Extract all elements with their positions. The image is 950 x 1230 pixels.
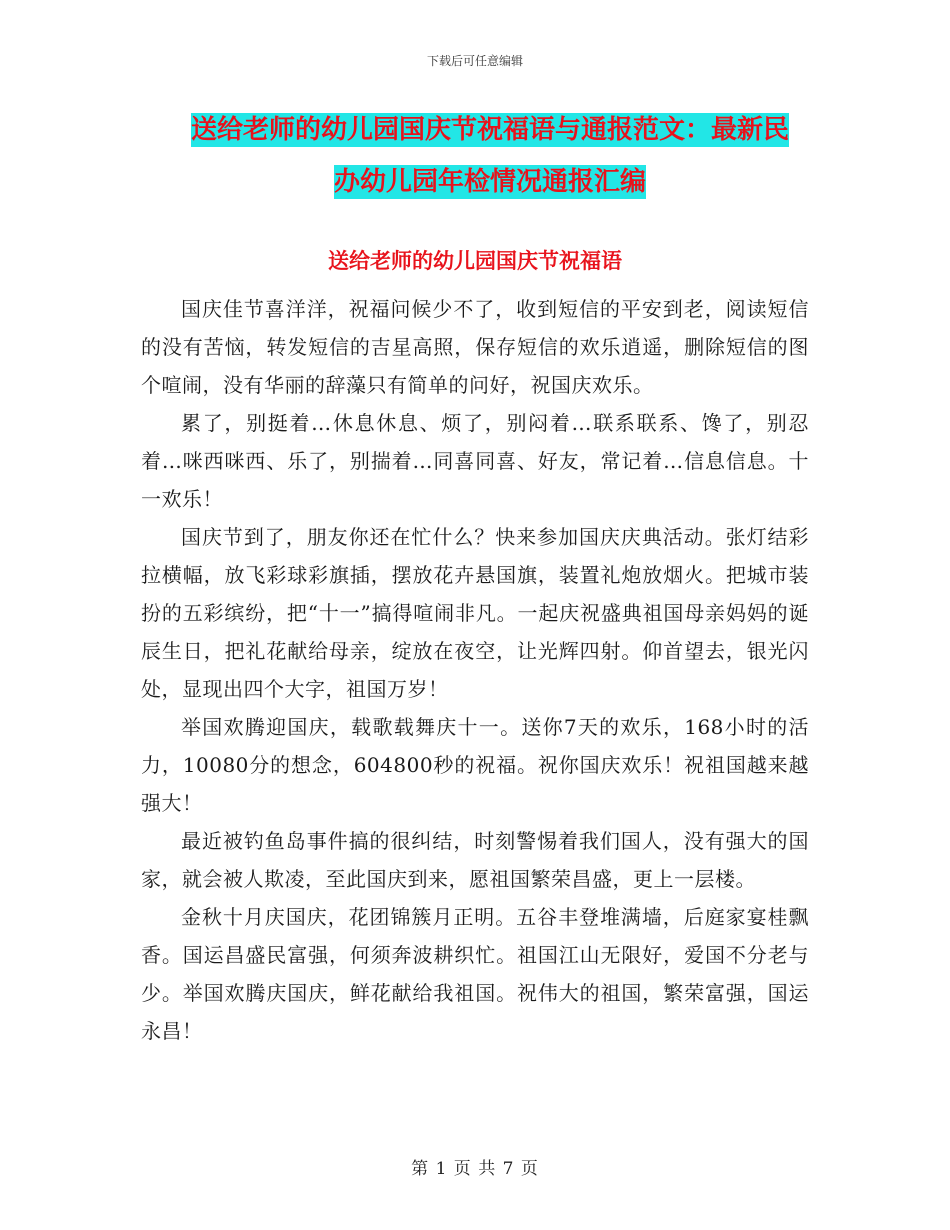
paragraph: 最近被钓鱼岛事件搞的很纠结，时刻警惕着我们国人，没有强大的国家，就会被人欺凌，至此国庆到来，愿祖国繁荣昌盛，更上一层楼。 [141,829,809,891]
paragraph: 累了，别挺着…休息休息、烦了，别闷着…联系联系、馋了，别忍着…咪西咪西、乐了，别揣着…同喜同喜、好友，常记着…信息信息。十一欢乐！ [141,411,809,511]
paragraph: 国庆节到了，朋友你还在忙什么？快来参加国庆庆典活动。张灯结彩拉横幅，放飞彩球彩旗插，摆放花卉悬国旗，装置礼炮放烟火。把城市装扮的五彩缤纷，把“十一”搞得喧闹非凡。一起庆祝盛典祖国母亲妈妈的诞辰生日，把礼花献给母亲，绽放在夜空，让光辉四射。仰首望去，银光闪处，显现出四个大字，祖国万岁！ [141,525,809,701]
document-title [150,104,830,208]
page-header: 下载后可任意编辑 [426,54,523,68]
paragraph: 举国欢腾迎国庆，载歌载舞庆十一。送你7天的欢乐，168小时的活力，10080分的想念，604800秒的祝福。祝你国庆欢乐！祝祖国越来越强大！ [141,715,809,815]
page-number: 第 1 页 共 7 页 [411,1159,539,1179]
section-title: 送给老师的幼儿园国庆节祝福语 [328,249,622,273]
document-title-line-2: 办幼儿园年检情况通报汇编 [333,167,646,197]
document-title-line-1: 送给老师的幼儿园国庆节祝福语与通报范文：最新民 [190,115,789,145]
paragraph: 金秋十月庆国庆，花团锦簇月正明。五谷丰登堆满墙，后庭家宴桂飘香。国运昌盛民富强，何须奔波耕织忙。祖国江山无限好，爱国不分老与少。举国欢腾庆国庆，鲜花献给我祖国。祝伟大的祖国，繁荣富强，国运永昌！ [141,905,809,1043]
paragraph: 国庆佳节喜洋洋，祝福问候少不了，收到短信的平安到老，阅读短信的没有苦恼，转发短信的吉星高照，保存短信的欢乐逍遥，删除短信的图个喧闹，没有华丽的辞藻只有简单的问好，祝国庆欢乐。 [141,297,809,397]
article-body [141,290,809,1050]
